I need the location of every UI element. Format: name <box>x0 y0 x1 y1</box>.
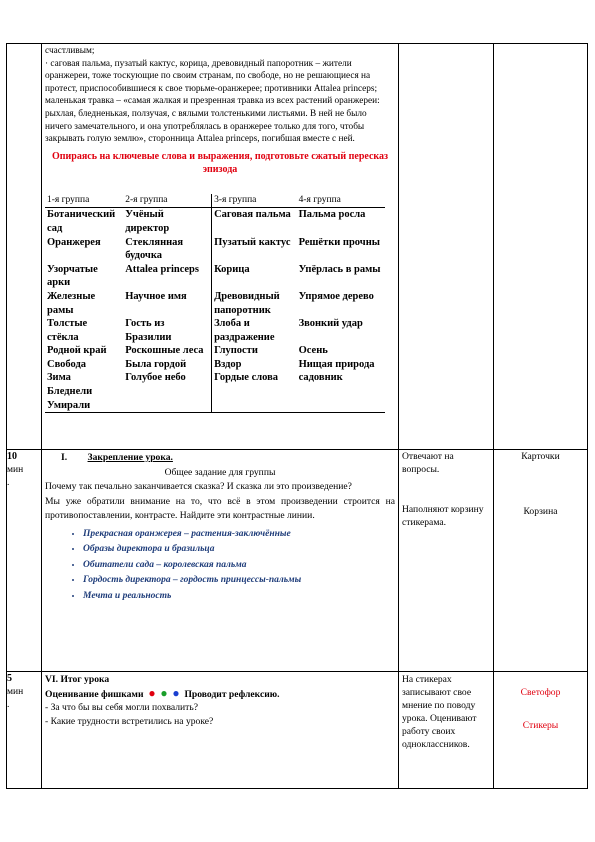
keyword-cell <box>297 399 385 413</box>
keyword-cell: Стеклянная будочка <box>125 236 184 262</box>
contrast-item: • Гордость директора – гордость принцессы-пальмы <box>83 573 395 589</box>
resource-cell <box>494 672 588 789</box>
green-chip-icon: ● <box>160 685 168 700</box>
row-retelling <box>7 44 588 450</box>
keyword-cell: Звонкий удар <box>298 318 363 330</box>
task-heading: Опираясь на ключевые слова и выражения, подготовьте сжатый пересказ эпизода <box>51 150 389 175</box>
contrast-item: • Образы директора и бразильца <box>83 542 395 558</box>
text-line: счастливым; <box>45 46 95 56</box>
question-text: Мы уже обратили внимание на то, что всё в этом произведении строится на противопоставлении, контрасте. Найдите эти контрастные линии. <box>45 495 395 521</box>
keyword-cell: Злоба и раздражение <box>212 317 297 344</box>
red-chip-icon: ● <box>148 685 156 700</box>
keyword-cell: Ботанический сад <box>47 209 116 234</box>
student-cell <box>399 44 494 450</box>
time-cell: 5 мин . <box>7 672 42 789</box>
section-title: Закрепление урока. <box>87 452 173 463</box>
lesson-table <box>6 43 588 789</box>
groups-row <box>45 385 385 399</box>
keyword-cell: садовник <box>298 372 343 384</box>
keyword-cell: Научное имя <box>125 290 187 302</box>
keyword-cell: Узорчатые арки <box>47 263 98 289</box>
groups-row <box>45 399 385 413</box>
groups-row <box>45 208 385 236</box>
keyword-cell: Глупости <box>212 344 297 358</box>
time-value: 10 <box>7 451 17 462</box>
content-cell <box>42 450 399 672</box>
assessment-line <box>45 687 395 702</box>
keyword-cell <box>123 385 211 399</box>
keyword-cell: Была гордой <box>125 358 187 370</box>
groups-row <box>45 263 385 290</box>
keyword-cell: Зима <box>47 372 71 384</box>
contrast-item: • Прекрасная оранжерея – растения-заключённые <box>83 527 395 543</box>
section-title: VI. Итог урока <box>45 674 110 685</box>
keyword-cell: Роскошные леса <box>125 345 204 357</box>
keyword-cell: Упрямое дерево <box>298 290 374 302</box>
groups-header-row <box>45 194 385 208</box>
chips-dots <box>146 685 185 700</box>
keyword-cell: Умирали <box>45 399 123 413</box>
contrast-list <box>45 527 395 605</box>
student-cell <box>399 450 494 672</box>
group-header: 4-я группа <box>297 194 385 208</box>
student-activity: Отвечают на вопросы. <box>402 451 454 475</box>
groups-row <box>45 344 385 358</box>
blue-chip-icon: ● <box>172 685 180 700</box>
keyword-cell: Бледнели <box>47 386 93 398</box>
contrast-item: • Обитатели сада – королевская пальма <box>83 558 395 574</box>
keyword-cell: Оранжерея <box>47 236 101 248</box>
time-cell: 10 мин . <box>7 450 42 672</box>
keyword-cell: Решётки прочны <box>298 236 380 248</box>
resource-label: Корзина <box>523 505 558 517</box>
groups-row <box>45 371 385 385</box>
assessment-action: Проводит рефлексию. <box>184 688 280 700</box>
content-cell <box>42 672 399 789</box>
reflection-question: - За что бы вы себя могли похвалить? <box>45 702 198 713</box>
keyword-cell: Голубое небо <box>125 372 186 384</box>
keyword-cell: Толстые стёкла <box>47 318 88 343</box>
group-header: 3-я группа <box>212 194 297 208</box>
keyword-cell <box>212 399 297 413</box>
section-subtitle: Общее задание для группы <box>164 466 276 478</box>
keyword-cell: Саговая пальма <box>212 208 297 236</box>
groups-row <box>45 358 385 372</box>
keyword-cell: Свобода <box>47 358 87 370</box>
keyword-cell: Железные рамы <box>47 290 96 316</box>
groups-row <box>45 317 385 344</box>
reflection-question: - Какие трудности встретились на уроке? <box>45 715 214 727</box>
time-cell <box>7 44 42 450</box>
resource-cell <box>494 450 588 672</box>
contrast-item: • Мечта и реальность <box>83 589 395 605</box>
keyword-cell: Гость из Бразилии <box>125 318 172 343</box>
keyword-cell: Пальма росла <box>298 209 366 221</box>
resource-label: Светофор <box>520 687 561 698</box>
keyword-cell: Корица <box>212 263 297 290</box>
keyword-cell: Attalea princeps <box>125 263 199 275</box>
groups-row <box>45 290 385 317</box>
keyword-cell <box>123 399 211 413</box>
group-header: 1-я группа <box>45 194 123 208</box>
keyword-cell: Вздор <box>212 358 297 372</box>
group-header: 2-я группа <box>123 194 211 208</box>
resource-cell <box>494 44 588 450</box>
text-paragraph: · саговая пальма, пузатый кактус, корица, древовидный папоротник – жители оранжереи, тоже тоскующие по своим странам, по свободе, но не решающиеся на протест, приспособившиеся к свое тюрьме-оранжерее; противники Attalea princeps; <box>45 58 378 94</box>
time-unit: мин <box>7 465 24 475</box>
text-paragraph: маленькая травка – «самая жалкая и презренная травка из всех растений оранжереи: рыхлая, бледненькая, ползучая, с вялыми толстенькими листьями. В ней не было ничего замечательного, и она употреблялась в оранжерее только для того, чтобы закрывать голую землю», сторонница Attalea princeps, погибшая вместе с ней. <box>45 96 380 145</box>
character-description <box>42 44 398 146</box>
keyword-cell <box>212 385 297 399</box>
row-consolidation <box>7 450 588 672</box>
assessment-label: Оценивание фишками <box>45 688 144 700</box>
student-cell <box>399 672 494 789</box>
section-number: I. <box>61 452 68 463</box>
time-value: 5 <box>7 673 12 684</box>
keyword-cell: Гордые слова <box>212 371 297 385</box>
student-activity: На стикерах записывают свое мнение по поводу урока. Оценивают работу своих одноклассников. <box>402 674 477 750</box>
content-cell <box>42 44 399 450</box>
student-activity: Наполняют корзину стикерама. <box>402 504 484 528</box>
keyword-cell: Нищая природа <box>298 358 375 370</box>
keyword-cell <box>297 385 385 399</box>
keyword-cell: Упёрлась в рамы <box>298 263 381 275</box>
keyword-cell: Родной край <box>47 345 107 357</box>
groups-row <box>45 236 385 263</box>
groups-table <box>45 194 385 414</box>
question-text: Почему так печально заканчивается сказка? И сказка ли это произведение? <box>45 481 352 492</box>
keyword-cell: Учёный директор <box>125 209 170 234</box>
row-summary <box>7 672 588 789</box>
keyword-cell: Осень <box>298 345 328 357</box>
resource-label: Стикеры <box>522 719 559 731</box>
resource-label: Карточки <box>521 451 560 462</box>
time-unit: мин <box>7 687 24 697</box>
keyword-cell: Пузатый кактус <box>212 236 297 263</box>
keyword-cell: Древовидный папоротник <box>212 290 297 317</box>
